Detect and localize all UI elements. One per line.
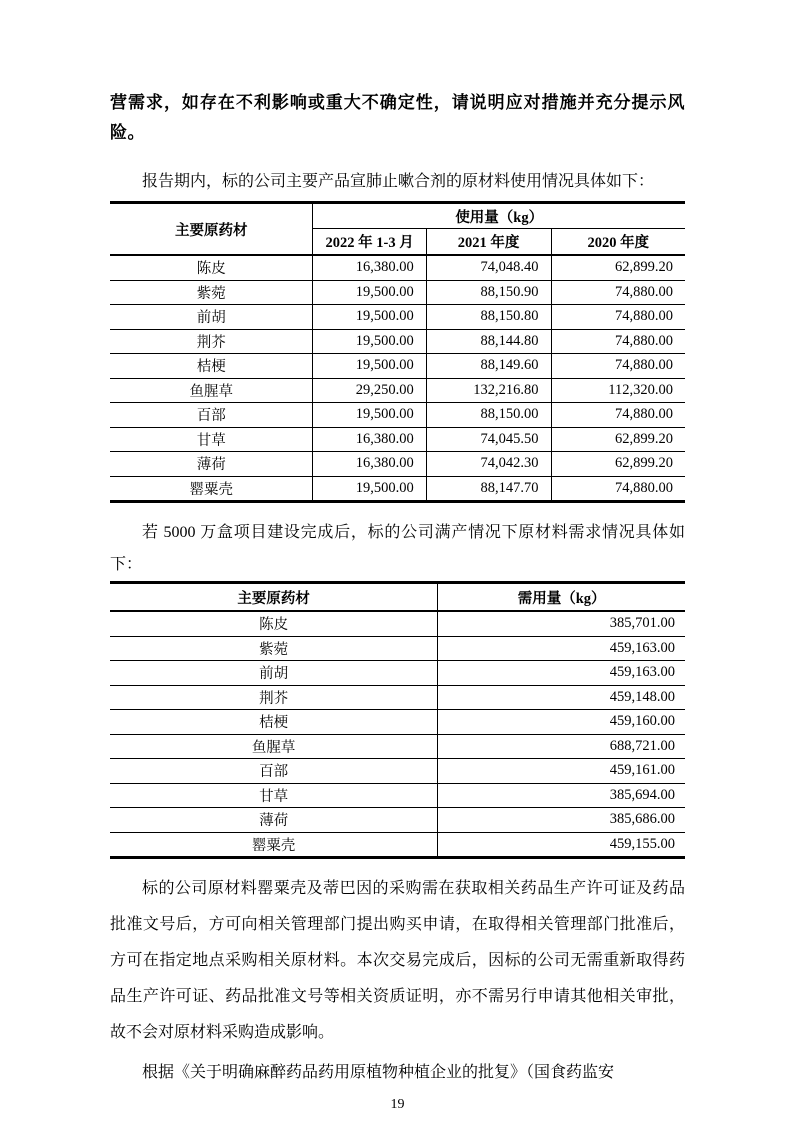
usage-value-cell: 74,880.00 [551,305,685,330]
usage-table-period-header: 2020 年度 [551,229,685,256]
material-name-cell: 紫菀 [110,636,438,661]
raw-material-usage-table [110,201,685,503]
usage-value-cell: 74,042.30 [426,452,551,477]
usage-table-row [110,452,685,477]
usage-table-header [110,203,685,256]
risk-disclosure-paragraph: 营需求，如存在不利影响或重大不确定性，请说明应对措施并充分提示风险。 [110,93,685,142]
usage-value-cell: 29,250.00 [313,378,426,403]
usage-value-cell: 74,880.00 [551,280,685,305]
material-name-cell: 前胡 [110,305,313,330]
demand-table-row [110,661,685,686]
usage-value-cell: 88,150.90 [426,280,551,305]
usage-value-cell: 62,899.20 [551,427,685,452]
demand-value-cell: 459,148.00 [438,685,685,710]
usage-table-body [110,255,685,502]
material-name-cell: 百部 [110,759,438,784]
material-name-cell: 甘草 [110,427,313,452]
usage-value-cell: 88,150.80 [426,305,551,330]
demand-table-row [110,832,685,858]
usage-table-row [110,354,685,379]
material-name-cell: 前胡 [110,661,438,686]
demand-value-cell: 385,694.00 [438,783,685,808]
material-name-cell: 薄荷 [110,808,438,833]
usage-value-cell: 62,899.20 [551,452,685,477]
demand-table-header [110,583,685,612]
material-name-cell: 百部 [110,403,313,428]
usage-table-period-header: 2021 年度 [426,229,551,256]
usage-value-cell: 112,320.00 [551,378,685,403]
usage-value-cell: 74,880.00 [551,329,685,354]
usage-value-cell: 74,880.00 [551,403,685,428]
material-name-cell: 鱼腥草 [110,378,313,403]
demand-value-cell: 459,163.00 [438,661,685,686]
material-name-cell: 薄荷 [110,452,313,477]
usage-value-cell: 74,880.00 [551,354,685,379]
material-name-cell: 荆芥 [110,329,313,354]
demand-table-intro-paragraph: 若 5000 万盒项目建设完成后，标的公司满产情况下原材料需求情况具体如下： [110,524,685,573]
approval-reference-paragraph: 根据《关于明确麻醉药品药用原植物种植企业的批复》（国食药监安 [142,1064,615,1081]
usage-table-row [110,329,685,354]
demand-value-cell: 459,163.00 [438,636,685,661]
procurement-license-paragraph: 标的公司原材料罂粟壳及蒂巴因的采购需在获取相关药品生产许可证及药品批准文号后，方可向相关管理部门提出购买申请，在取得相关管理部门批准后，方可在指定地点采购相关原材料。本次交易完成后，因标的公司无需重新取得药品生产许可证、药品批准文号等相关资质证明，亦不需另行申请其他相关审批，故不会对原材料采购造成影响。 [110,880,685,1041]
usage-table-row [110,305,685,330]
demand-value-cell: 688,721.00 [438,734,685,759]
demand-value-cell: 459,160.00 [438,710,685,735]
demand-table-row [110,734,685,759]
demand-table-row [110,611,685,636]
usage-value-cell: 16,380.00 [313,427,426,452]
page-content [0,88,793,1113]
usage-table-row [110,403,685,428]
material-name-cell: 甘草 [110,783,438,808]
demand-table-row [110,808,685,833]
usage-value-cell: 88,144.80 [426,329,551,354]
usage-value-cell: 88,150.00 [426,403,551,428]
demand-value-cell: 459,161.00 [438,759,685,784]
raw-material-demand-table [110,581,685,859]
usage-value-cell: 88,147.70 [426,476,551,502]
usage-value-cell: 19,500.00 [313,476,426,502]
usage-table-row [110,280,685,305]
usage-table-header-row-1 [110,203,685,229]
usage-value-cell: 19,500.00 [313,305,426,330]
usage-table-row [110,255,685,280]
demand-value-cell: 385,686.00 [438,808,685,833]
material-name-cell: 陈皮 [110,611,438,636]
material-name-cell: 陈皮 [110,255,313,280]
material-name-cell: 紫菀 [110,280,313,305]
demand-table-row [110,759,685,784]
demand-table-demand-column-header: 需用量（kg） [438,583,685,612]
demand-table-material-column-header: 主要原药材 [110,583,438,612]
usage-value-cell: 19,500.00 [313,403,426,428]
demand-value-cell: 459,155.00 [438,832,685,858]
usage-table-usage-group-header: 使用量（kg） [313,203,685,229]
demand-table-row [110,685,685,710]
material-name-cell: 桔梗 [110,354,313,379]
usage-table-row [110,427,685,452]
demand-table-row [110,710,685,735]
demand-table-row [110,636,685,661]
page-number: 19 [390,1097,405,1112]
usage-table-row [110,378,685,403]
usage-value-cell: 74,880.00 [551,476,685,502]
material-name-cell: 荆芥 [110,685,438,710]
material-name-cell: 鱼腥草 [110,734,438,759]
usage-value-cell: 74,048.40 [426,255,551,280]
usage-table-period-header: 2022 年 1-3 月 [313,229,426,256]
demand-table-row [110,783,685,808]
usage-value-cell: 132,216.80 [426,378,551,403]
material-name-cell: 罂粟壳 [110,476,313,502]
usage-table-material-column-header: 主要原药材 [110,203,313,256]
demand-table-body [110,611,685,858]
usage-value-cell: 16,380.00 [313,452,426,477]
usage-value-cell: 19,500.00 [313,329,426,354]
usage-table-intro-paragraph: 报告期内，标的公司主要产品宣肺止嗽合剂的原材料使用情况具体如下： [142,173,655,190]
usage-table-row [110,476,685,502]
usage-value-cell: 19,500.00 [313,354,426,379]
material-name-cell: 罂粟壳 [110,832,438,858]
demand-value-cell: 385,701.00 [438,611,685,636]
usage-value-cell: 19,500.00 [313,280,426,305]
material-name-cell: 桔梗 [110,710,438,735]
demand-table-header-row [110,583,685,612]
usage-value-cell: 16,380.00 [313,255,426,280]
usage-value-cell: 74,045.50 [426,427,551,452]
usage-value-cell: 62,899.20 [551,255,685,280]
usage-value-cell: 88,149.60 [426,354,551,379]
